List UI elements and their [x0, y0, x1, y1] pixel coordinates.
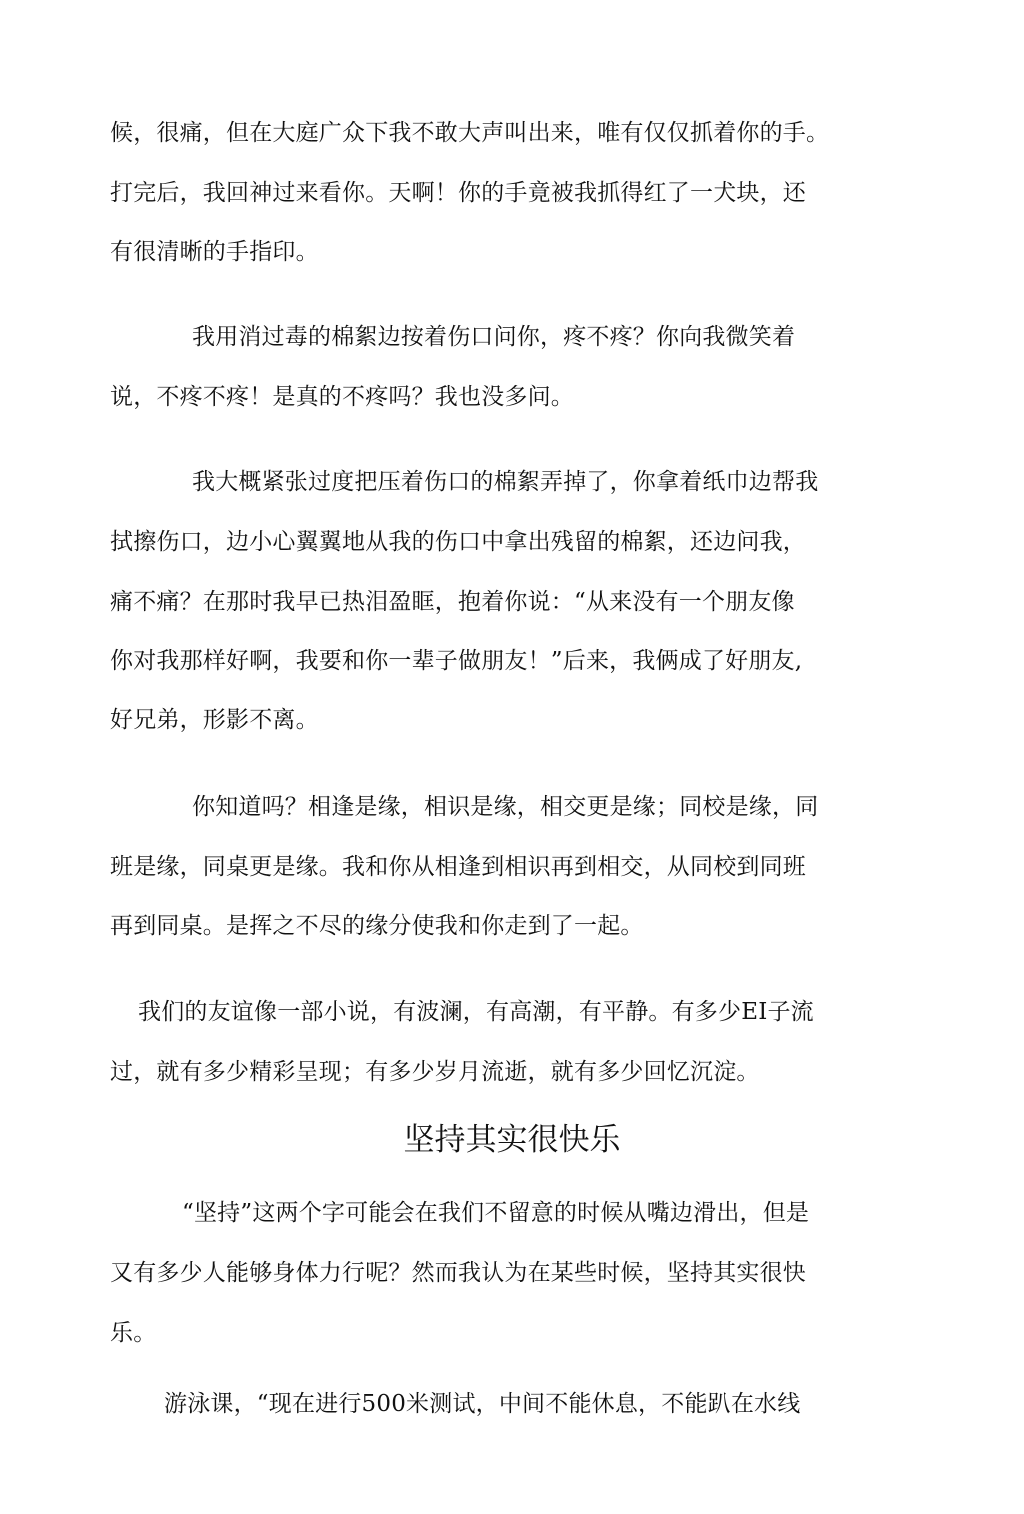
section-paragraph-1-line-1: “坚持”这两个字可能会在我们不留意的时候从嘴边滑出，但是: [182, 1200, 810, 1226]
paragraph-5-line-1: 我们的友谊像一部小说，有波澜，有高潮，有平静。有多少EI子流: [138, 999, 814, 1025]
paragraph-2-line-1: 我用消过毒的棉絮边按着伤口问你，疼不疼？你向我微笑着: [192, 324, 796, 350]
paragraph-1-line-1: 候，很痛，但在大庭广众下我不敢大声叫出来，唯有仅仅抓着你的手。: [110, 120, 830, 146]
paragraph-4-line-3: 再到同桌。是挥之不尽的缘分使我和你走到了一起。: [110, 913, 644, 939]
paragraph-5-line-2: 过，就有多少精彩呈现；有多少岁月流逝，就有多少回忆沉淀。: [110, 1059, 760, 1085]
paragraph-3-line-1: 我大概紧张过度把压着伤口的棉絮弄掉了，你拿着纸巾边帮我: [192, 469, 819, 495]
paragraph-3-line-5: 好兄弟，形影不离。: [110, 707, 319, 733]
paragraph-4-line-1: 你知道吗？相逢是缘，相识是缘，相交更是缘；同校是缘，同: [192, 794, 819, 820]
paragraph-3-line-4: 你对我那样好啊，我要和你一辈子做朋友！”后来，我俩成了好朋友,: [110, 648, 803, 674]
paragraph-4-line-2: 班是缘，同桌更是缘。我和你从相逢到相识再到相交，从同校到同班: [110, 854, 806, 880]
paragraph-3-line-3: 痛不痛？在那时我早已热泪盈眶，抱着你说：“从来没有一个朋友像: [110, 589, 795, 615]
paragraph-1-line-2: 打完后，我回神过来看你。天啊！你的手竟被我抓得红了一犬块，还: [110, 180, 806, 206]
paragraph-1-line-3: 有很清晰的手指印。: [110, 239, 319, 265]
section-paragraph-2-line-1: 游泳课，“现在进行500米测试，中间不能休息，不能趴在水线: [164, 1391, 801, 1417]
section-paragraph-1-line-2: 又有多少人能够身体力行呢？然而我认为在某些时候，坚持其实很快: [110, 1260, 806, 1286]
section-paragraph-1-line-3: 乐。: [110, 1320, 157, 1346]
paragraph-2-line-2: 说，不疼不疼！是真的不疼吗？我也没多问。: [110, 384, 574, 410]
section-title: 坚持其实很快乐: [403, 1122, 621, 1158]
paragraph-3-line-2: 拭擦伤口，边小心翼翼地从我的伤口中拿出残留的棉絮，还边问我，: [110, 529, 806, 555]
